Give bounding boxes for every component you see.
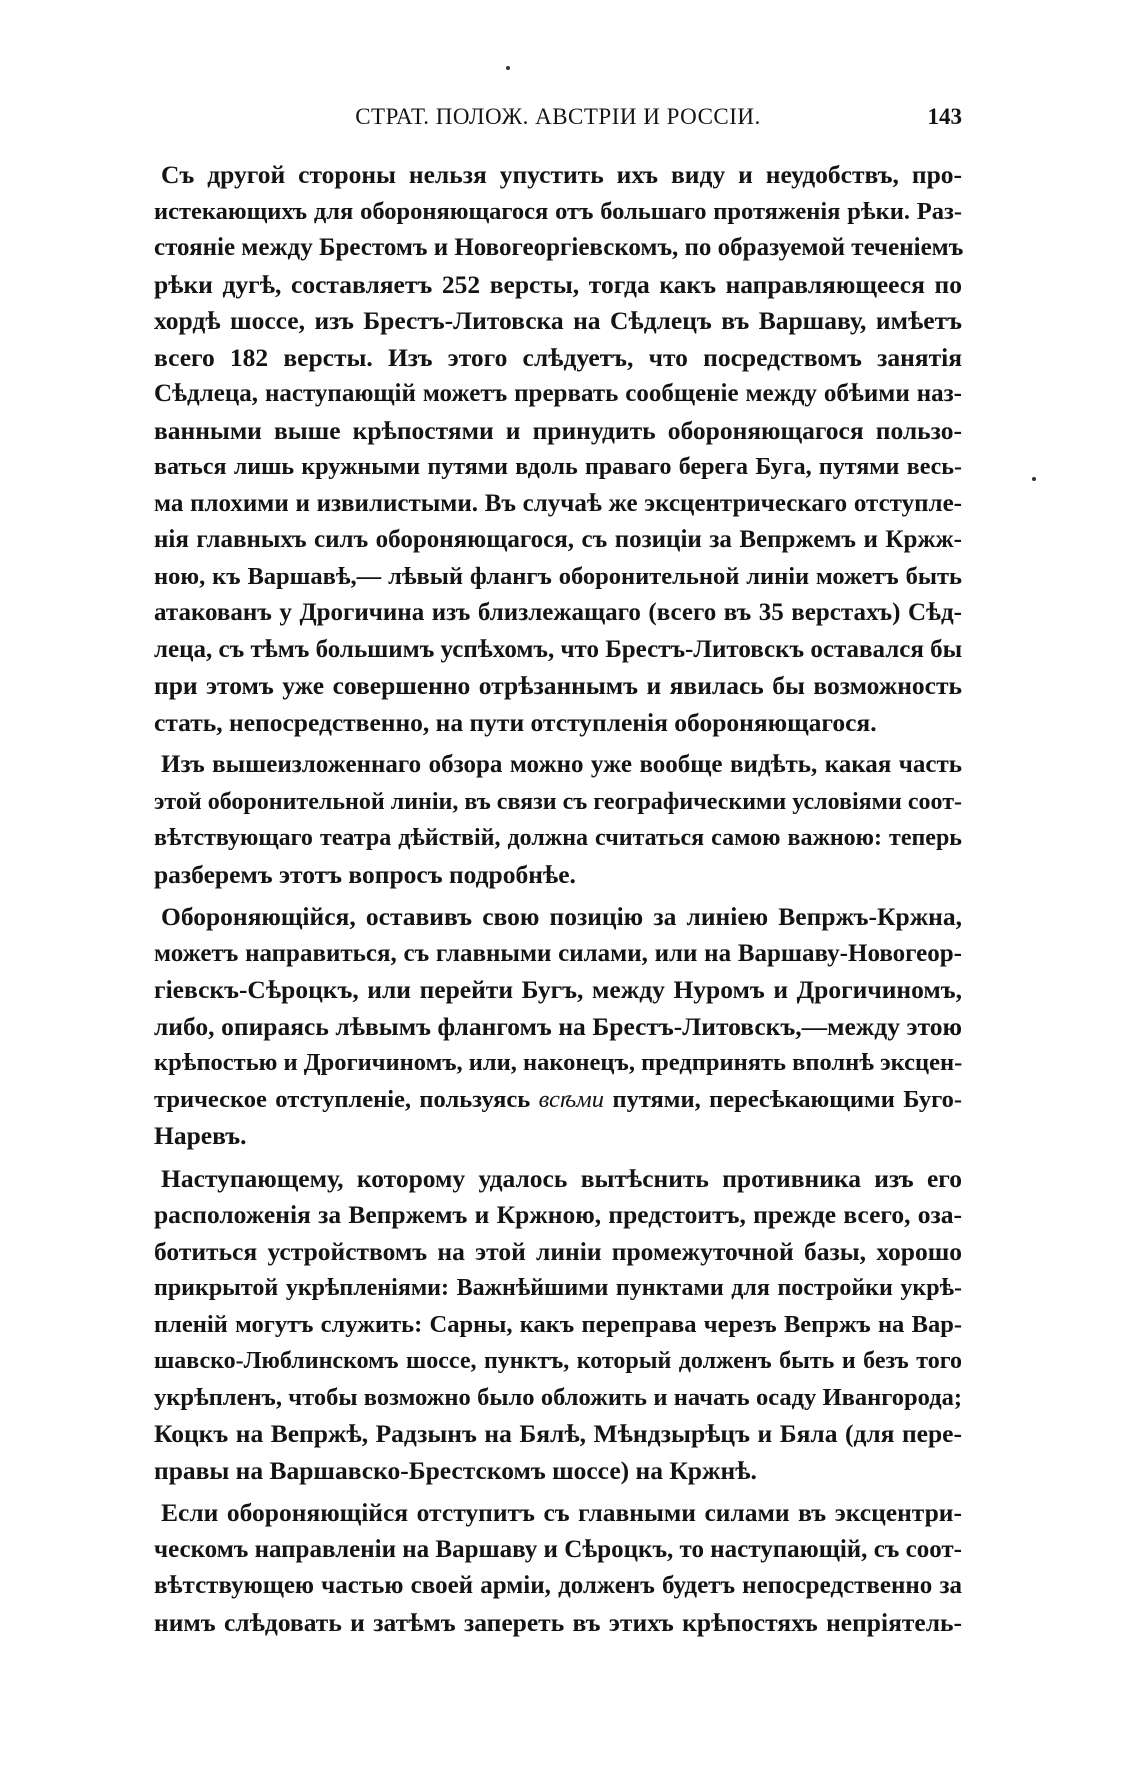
text-line: разберемъ этотъ вопросъ подробнѣе. [154,859,576,889]
text-line: рѣки дугѣ, составляетъ 252 версты, тогда какъ направляющееся по [154,269,962,299]
text-line: крѣпостью и Дрогичиномъ, или, наконецъ, предпринять вполнѣ эксцен- [154,1049,963,1076]
paragraph [154,1161,962,1490]
text-span: путями, пересѣкающими Буго- [612,1085,962,1113]
text-line: вѣтствующею частью своей арміи, долженъ будетъ непосредственно за [154,1572,962,1599]
text-line: стояніе между Брестомъ и Новогеоргіевскомъ, по образуемой теченіемъ [154,234,964,261]
text-line: ма плохими и извилистыми. Въ случаѣ же эксцентрическаго отступле- [154,489,962,517]
text-line [154,1082,962,1119]
text-line: Если обороняющійся отступитъ съ главными силами въ эксцентри- [161,1498,962,1527]
text-line: правы на Варшавско-Брестскомъ шоссе) на Кржнѣ. [154,1455,757,1485]
text-line: Съ другой стороны нельзя упустить ихъ виду и неудобствъ, про- [161,160,962,189]
text-line: Наступающему, которому удалось вытѣснить противника изъ его [161,1163,962,1193]
paragraph [154,899,962,1155]
text-line: либо, опираясь лѣвымъ флангомъ на Брестъ-Литовскъ,—между этою [154,1011,962,1041]
text-line: укрѣпленъ, чтобы возможно было обложить и начать осаду Ивангорода; [154,1383,962,1411]
text-line: пленій могутъ служить: Сарны, какъ переправа черезъ Вепржъ на Вар- [154,1310,962,1338]
paragraph [154,747,962,893]
text-line: нія главныхъ силъ обороняющагося, съ позиціи за Вепржемъ и Кржж- [154,526,962,553]
text-line: леца, съ тѣмъ большимъ успѣхомъ, что Брестъ-Литовскъ оставался бы [154,635,963,663]
print-speck [506,66,510,70]
text-line: нимъ слѣдовать и затѣмъ запереть въ этихъ крѣпостяхъ непріятель- [154,1607,962,1637]
text-line: Изъ вышеизложеннаго обзора можно уже вообще видѣть, какая часть [161,751,962,778]
text-line: хордѣ шоссе, изъ Брестъ-Литовска на Сѣдлецъ въ Варшаву, имѣетъ [154,306,962,335]
text-line: вѣтствующаго театра дѣйствій, должна считаться самою важною: теперь [154,825,962,851]
text-line: расположенія за Вепржемъ и Кржною, предстоитъ, прежде всего, оза- [154,1200,962,1229]
text-line: истекающихъ для обороняющагося отъ большаго протяженія рѣки. Раз- [154,197,962,225]
text-line: ною, къ Варшавѣ,— лѣвый флангъ оборонительной линіи можетъ быть [154,562,962,590]
text-line: Сѣдлеца, наступающій можетъ прервать сообщеніе между обѣими наз- [154,380,962,407]
print-speck [1032,477,1036,481]
text-line: прикрытой укрѣпленіями: Важнѣйшими пунктами для постройки укрѣ- [154,1275,962,1301]
text-line: всего 182 версты. Изъ этого слѣдуетъ, что посредствомъ занятія [154,342,962,372]
text-line: Обороняющійся, оставивъ свою позицію за линіею Вепржъ-Кржна, [161,902,962,931]
text-line: Коцкъ на Вепржѣ, Радзынъ на Бялѣ, Мѣндзырѣцъ и Бяла (для пере- [154,1419,962,1448]
paragraph [154,1495,962,1641]
page-number: 143 [927,104,962,129]
text-line: стать, непосредственно, на пути отступленія обороняющагося. [154,707,877,737]
text-line: ческомъ направленіи на Варшаву и Сѣроцкъ, то наступающій, съ соот- [154,1535,962,1563]
text-line: ванными выше крѣпостями и принудить обороняющагося пользо- [154,415,962,445]
text-line: гіевскъ-Сѣроцкъ, или перейти Бугъ, между Нуромъ и Дрогичиномъ, [154,975,962,1004]
italic-word: всѣми [538,1085,605,1113]
text-line: этой оборонительной линіи, въ связи съ географическими условіями соот- [154,788,962,815]
text-line: ваться лишь кружными путями вдоль праваго берега Буга, путями весь- [154,454,962,480]
text-span: трическое отступленіе, пользуясь [154,1085,531,1113]
text-line: шавско-Люблинскомъ шоссе, пунктъ, который долженъ быть и безъ того [154,1348,962,1374]
text-line: Наревъ. [154,1121,247,1150]
running-title: СТРАТ. ПОЛОЖ. АВСТРІИ И РОССІИ. [355,104,761,129]
text-line: при этомъ уже совершенно отрѣзаннымъ и явилась бы возможность [154,671,962,700]
text-line: ботиться устройствомъ на этой линіи промежуточной базы, хорошо [154,1236,962,1266]
text-line: атакованъ у Дрогичина изъ близлежащаго (всего въ 35 верстахъ) Сѣд- [154,599,962,626]
paragraph [154,157,962,741]
running-head [154,100,962,136]
body-text [154,157,962,1641]
text-line: можетъ направиться, съ главными силами, или на Варшаву-Новогеор- [154,939,962,967]
